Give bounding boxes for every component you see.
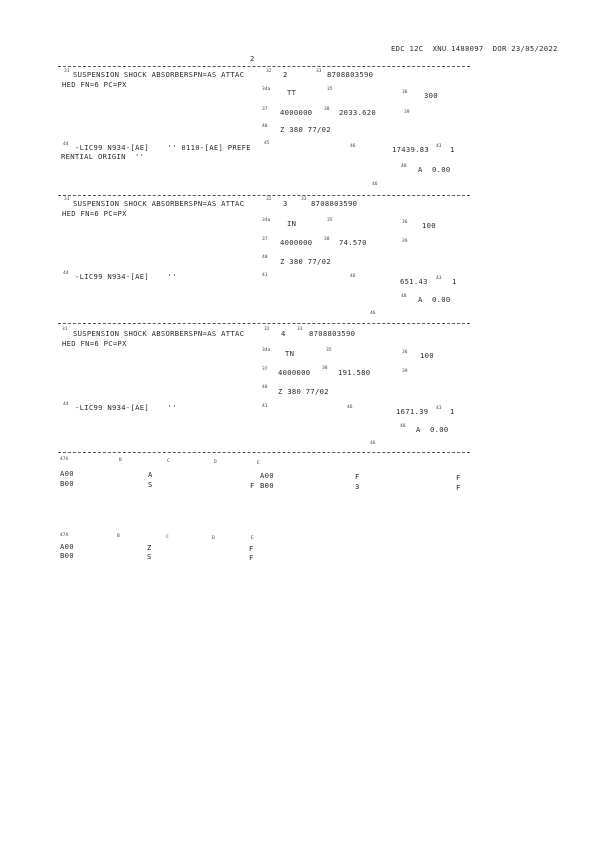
tax-cell: F [456,473,461,482]
net-mass: 191.580 [338,368,371,377]
additional-information: -LIC99 N934-[AE] '' [75,272,177,281]
box-number: 33 [297,327,303,332]
box-number: 33 [316,69,322,74]
box-number: 31 [62,327,68,332]
tax-type-code: A [418,295,423,304]
box-number: 38 [324,107,330,112]
divider [58,195,470,196]
tax-type: B00 [60,479,74,488]
net-mass: 2033.620 [339,108,377,117]
procedure-code: 4000000 [278,368,311,377]
column-header: B [119,458,122,463]
box-number: 37 [262,367,268,372]
box-number: 36 [402,220,408,225]
additional-information: -LIC99 N934-[AE] '' [75,403,177,412]
box-number: 39 [402,239,408,244]
valuation-method: 1 [450,407,455,416]
box-number: 46 [370,441,376,446]
tax-type-code: A [418,165,423,174]
box-number: 39 [402,369,408,374]
box-number: 46 [350,144,356,149]
goods-description: SUSPENSION SHOCK ABSORBERSPN=AS ATTAC [73,70,245,79]
tax-cell: Z [147,543,152,552]
column-header: E [257,461,260,466]
box-number: 44 [63,142,69,147]
goods-description: SUSPENSION SHOCK ABSORBERSPN=AS ATTAC [73,199,245,208]
column-header: 47A [60,533,69,538]
box-number: 31 [64,69,70,74]
commodity-code: 8708803590 [327,70,374,79]
net-mass: 74.570 [339,238,367,247]
tax-cell: 3 [355,482,360,491]
box-number: 32 [266,197,272,202]
valuation-method: 1 [452,277,457,286]
divider [58,452,470,453]
tax-type: B00 [60,551,74,560]
column-header: D [212,536,215,541]
box-number: 46 [347,405,353,410]
item-number: 3 [283,199,288,208]
box-number: 40 [262,255,268,260]
valuation-method: 1 [450,145,455,154]
box-number: 34a [262,218,271,223]
box-number: 31 [64,197,70,202]
preference-code: 100 [420,351,434,360]
previous-document: Z 380 77/02 [280,125,331,134]
tax-type-code: A [416,425,421,434]
goods-description: SUSPENSION SHOCK ABSORBERSPN=AS ATTAC [73,329,245,338]
box-number: 46 [372,182,378,187]
tax-amount: 0.00 [432,165,451,174]
tax-cell: F [249,544,254,553]
page-number: 2 [250,54,255,63]
previous-document: Z 380 77/02 [278,387,329,396]
box-number: 32 [264,327,270,332]
box-number: 39 [404,110,410,115]
box-number: 36 [402,350,408,355]
box-number: 38 [322,366,328,371]
procedure-code: 4000000 [280,108,313,117]
box-number: 38 [324,237,330,242]
box-number: 40 [262,385,268,390]
tax-amount: 0.00 [430,425,449,434]
item-number: 2 [283,70,288,79]
box-number: 43 [436,406,442,411]
origin-country: TT [287,88,297,97]
box-number: 41 [262,404,268,409]
box-number: 43 [436,144,442,149]
box-number: 46 [350,274,356,279]
column-header: D [214,460,217,465]
box-number: 46 [370,311,376,316]
box-number: 34a [262,348,271,353]
tax-type: B00 [260,481,274,490]
tax-cell: S [147,552,152,561]
additional-information-line2: RENTIAL ORIGIN '' [61,152,145,161]
procedure-code: 4000000 [280,238,313,247]
goods-description-line2: HED FN=6 PC=PX [62,339,127,348]
origin-country: TN [285,349,295,358]
tax-cell: F [250,481,255,490]
box-number: 35 [327,87,333,92]
column-header: E [251,536,254,541]
tax-cell: A [148,470,153,479]
box-number: 32 [266,69,272,74]
tax-cell: F [456,483,461,492]
box-number: 36 [402,90,408,95]
preference-code: 300 [424,91,438,100]
box-number: 48 [401,164,407,169]
column-header: 47A [60,457,69,462]
box-number: 33 [301,197,307,202]
box-number: 43 [436,276,442,281]
box-number: 48 [401,294,407,299]
preference-code: 100 [422,221,436,230]
commodity-code: 8708803590 [309,329,356,338]
statistical-value: 1671.39 [396,407,429,416]
goods-description-line2: HED FN=6 PC=PX [62,209,127,218]
box-number: 35 [327,218,333,223]
item-number: 4 [281,329,286,338]
box-number: 48 [400,424,406,429]
box-number: 45 [264,141,270,146]
statistical-value: 651.43 [400,277,428,286]
column-header: C [166,535,169,540]
column-header: B [117,534,120,539]
additional-information: -LIC99 N934-[AE] '' 0110-[AE] PREFE [75,143,251,152]
commodity-code: 8708803590 [311,199,358,208]
divider [58,66,470,67]
tax-type: A00 [60,542,74,551]
goods-description-line2: HED FN=6 PC=PX [62,80,127,89]
box-number: 37 [262,107,268,112]
tax-cell: F [355,472,360,481]
tax-type: A00 [60,469,74,478]
box-number: 34a [262,87,271,92]
origin-country: IN [287,219,297,228]
tax-type: A00 [260,471,274,480]
divider [58,323,470,324]
box-number: 37 [262,237,268,242]
previous-document: Z 380 77/02 [280,257,331,266]
box-number: 40 [262,124,268,129]
tax-cell: S [148,480,153,489]
box-number: 44 [63,271,69,276]
tax-cell: F [249,553,254,562]
box-number: 41 [262,273,268,278]
box-number: 35 [326,348,332,353]
document-reference: EDC 12C XNU 1488097 DOR 23/05/2022 [391,44,558,53]
statistical-value: 17439.83 [392,145,430,154]
column-header: C [167,459,170,464]
box-number: 44 [63,402,69,407]
tax-amount: 0.00 [432,295,451,304]
